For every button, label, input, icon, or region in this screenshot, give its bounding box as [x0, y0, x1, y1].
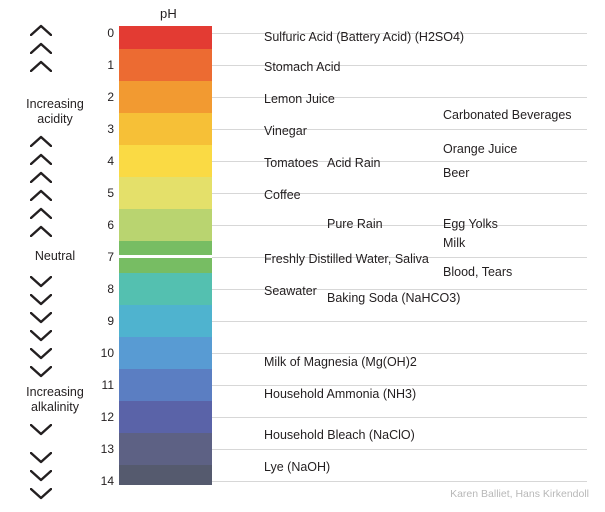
chevron-up-icon: [30, 207, 52, 219]
chevron-up-icon: [30, 135, 52, 147]
chevron-up-icon: [30, 189, 52, 201]
chevron-up-icon: [30, 60, 52, 72]
gridline: [212, 225, 587, 226]
ph-tick-label: 5: [107, 186, 114, 200]
increasing-alkalinity-line2: alkalinity: [31, 400, 79, 414]
ph-color-band: [119, 113, 212, 145]
ph-color-band: [119, 49, 212, 81]
ph-tick-label: 12: [100, 410, 114, 424]
chevron-down-icon: [30, 348, 52, 360]
substance-label: Tomatoes: [264, 156, 319, 171]
substance-label: Carbonated Beverages: [443, 108, 572, 123]
ph-color-band: [119, 305, 212, 337]
chevron-up-icon: [30, 171, 52, 183]
substance-label: Pure Rain: [327, 217, 383, 231]
increasing-acidity-line2: acidity: [37, 112, 73, 126]
substance-label: Vinegar: [264, 124, 307, 139]
ph-tick-label: 9: [107, 314, 114, 328]
neutral-divider: [119, 255, 212, 258]
substance-label: Acid Rain: [327, 156, 381, 171]
substance-label: Milk: [443, 236, 466, 251]
ph-tick-label: 1: [107, 58, 114, 72]
ph-tick-label: 2: [107, 90, 114, 104]
ph-color-band: [119, 401, 212, 433]
gridline: [212, 321, 587, 322]
ph-color-band: [119, 26, 212, 49]
substance-label: Stomach Acid: [264, 60, 341, 75]
ph-color-band: [119, 273, 212, 305]
substance-label: Lye (NaOH): [264, 460, 331, 475]
ph-tick-label: 4: [107, 154, 114, 168]
ph-tick-label: 11: [101, 378, 114, 392]
chevron-up-icon: [30, 225, 52, 237]
chevron-down-icon: [30, 312, 52, 324]
neutral-label: Neutral: [34, 249, 76, 263]
ph-tick-label: 8: [107, 282, 114, 296]
ph-axis-header: pH: [160, 6, 178, 21]
ph-color-band: [119, 145, 212, 177]
substance-label: Blood, Tears: [443, 265, 513, 279]
gridline: [212, 417, 587, 418]
increasing-alkalinity-line1: Increasing: [26, 385, 84, 399]
ph-color-band: [119, 369, 212, 401]
ph-tick-label: 13: [100, 442, 114, 456]
ph-color-band: [119, 81, 212, 113]
chevron-up-icon: [30, 24, 52, 36]
ph-color-band: [119, 337, 212, 369]
ph-tick-label: 7: [107, 250, 114, 264]
ph-color-band: [119, 433, 212, 465]
chevron-down-icon: [30, 276, 52, 288]
substance-label: Milk of Magnesia (Mg(OH)2: [264, 354, 417, 369]
substance-label: Egg Yolks: [443, 217, 498, 231]
substance-label: Coffee: [264, 188, 301, 203]
substance-label: Seawater: [264, 284, 317, 299]
ph-tick-label: 0: [107, 26, 114, 40]
substance-label: Orange Juice: [443, 141, 518, 156]
chevron-down-icon: [30, 330, 52, 342]
substance-label: Household Ammonia (NH3): [264, 386, 417, 401]
chevron-down-icon: [30, 488, 52, 500]
ph-tick-label: 14: [100, 474, 114, 488]
chevron-down-icon: [30, 452, 52, 464]
substance-label: Beer: [443, 165, 470, 180]
ph-color-band: [119, 209, 212, 241]
increasing-acidity-line1: Increasing: [26, 97, 84, 111]
gridline: [212, 481, 587, 482]
ph-color-band: [119, 465, 212, 485]
chevron-down-icon: [30, 470, 52, 482]
chevron-up-icon: [30, 42, 52, 54]
ph-tick-label: 6: [107, 218, 114, 232]
credit-label: Karen Balliet, Hans Kirkendoll: [450, 488, 589, 500]
ph-color-band: [119, 177, 212, 209]
substance-label: Freshly Distilled Water, Saliva: [264, 252, 429, 267]
ph-tick-label: 3: [107, 122, 114, 136]
substance-label: Baking Soda (NaHCO3): [327, 290, 461, 305]
chevron-down-icon: [30, 424, 52, 436]
gridline: [212, 449, 587, 450]
substance-label: Sulfuric Acid (Battery Acid) (H2SO4): [264, 29, 465, 44]
substance-label: Household Bleach (NaClO): [264, 428, 415, 443]
chevron-down-icon: [30, 294, 52, 306]
ph-tick-label: 10: [100, 346, 114, 360]
chevron-down-icon: [30, 366, 52, 378]
substance-label: Lemon Juice: [264, 92, 335, 107]
chevron-up-icon: [30, 153, 52, 165]
